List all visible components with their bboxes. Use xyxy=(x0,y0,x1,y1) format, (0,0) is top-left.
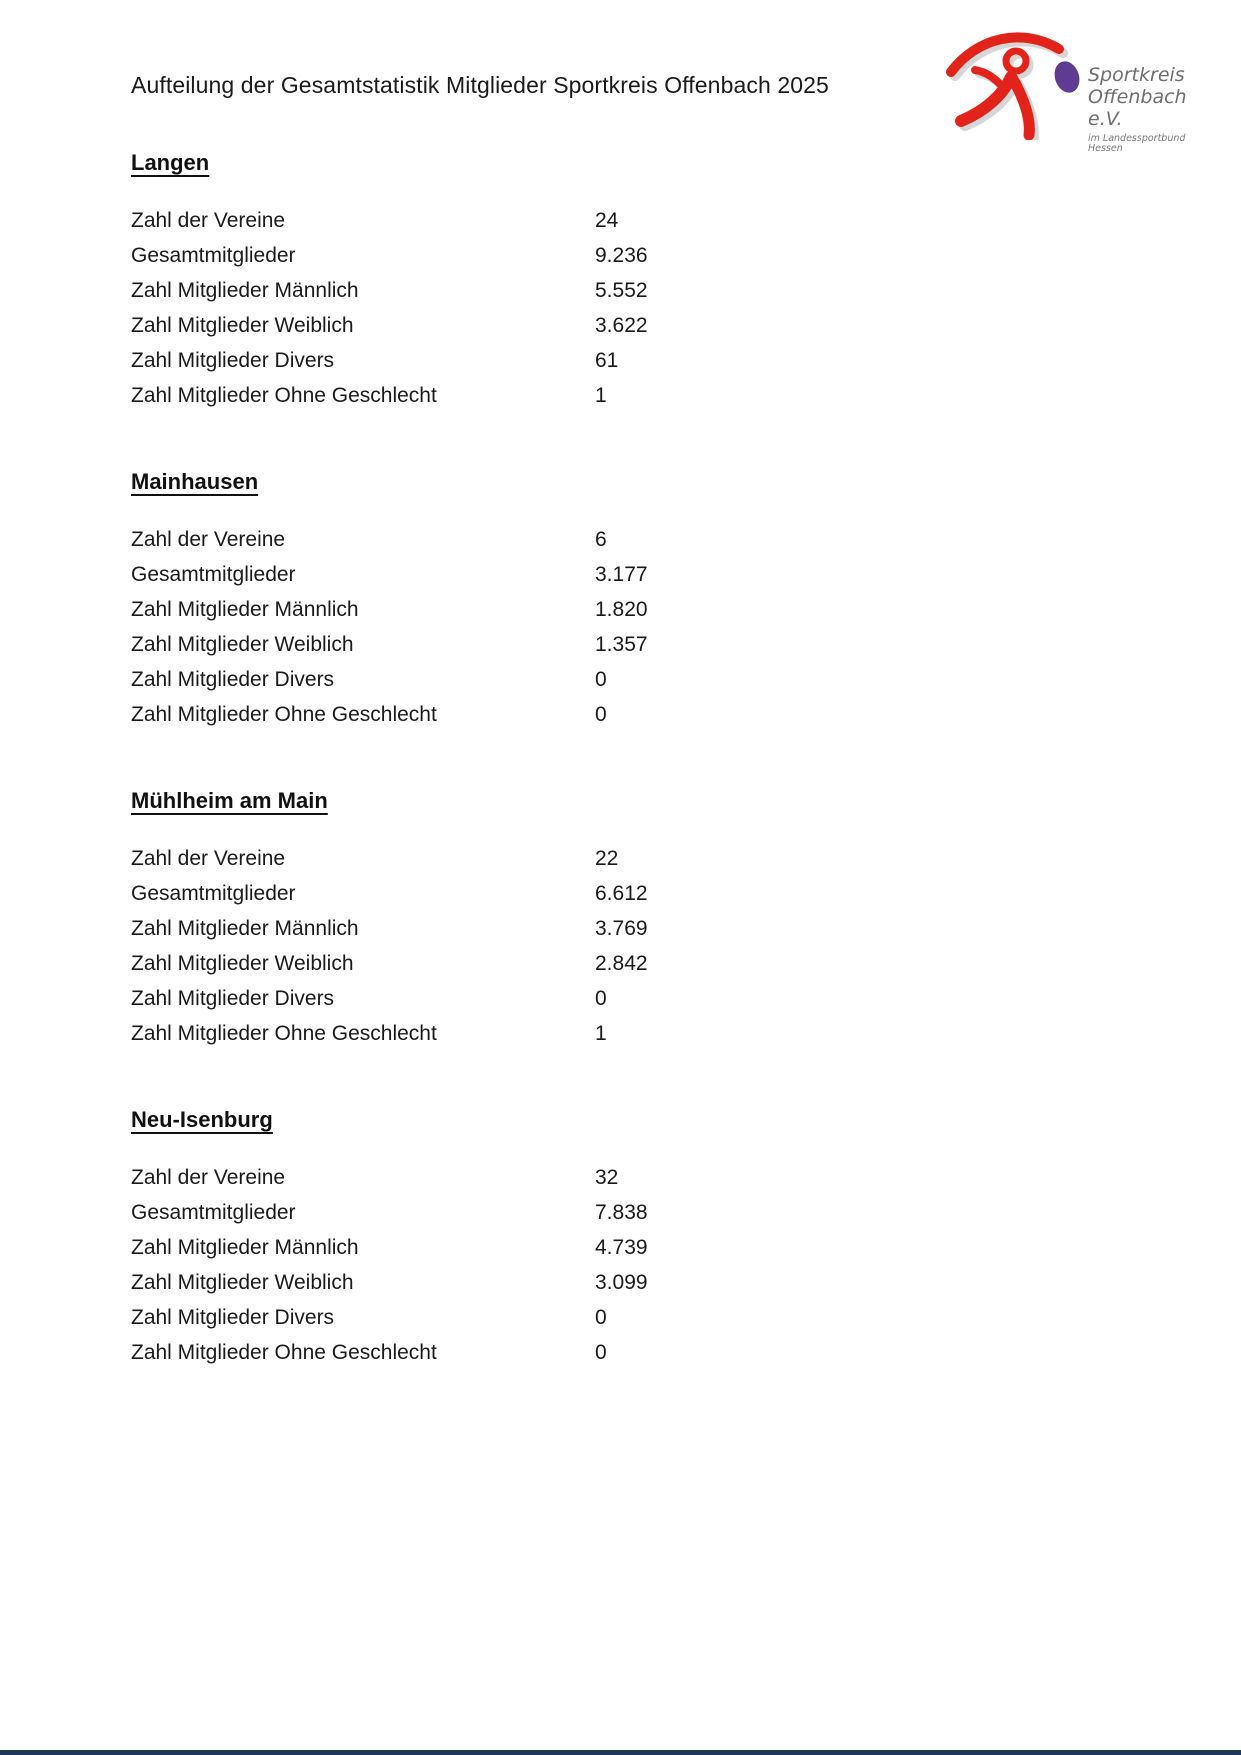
stat-value: 7.838 xyxy=(595,1200,648,1224)
stat-label: Zahl Mitglieder Weiblich xyxy=(131,313,354,337)
stat-label: Zahl der Vereine xyxy=(131,527,286,551)
logo-org-line3: im Landessportbund Hessen xyxy=(1088,132,1186,155)
stat-label: Zahl Mitglieder Ohne Geschlecht xyxy=(131,1021,437,1045)
stat-label: Zahl der Vereine xyxy=(131,208,286,232)
logo-org-line1: Sportkreis xyxy=(1088,64,1185,86)
stat-label: Zahl Mitglieder Ohne Geschlecht xyxy=(131,1340,437,1364)
table-row xyxy=(131,981,1111,1016)
statistics-section xyxy=(131,150,1111,413)
stat-label: Zahl Mitglieder Männlich xyxy=(131,916,359,940)
page-title: Aufteilung der Gesamtstatistik Mitglieder Sportkreis Offenbach 2025 xyxy=(131,72,829,98)
table-row xyxy=(131,1265,1111,1300)
section-heading: Langen xyxy=(131,150,210,175)
stat-label: Zahl Mitglieder Männlich xyxy=(131,1235,359,1259)
stat-label: Zahl der Vereine xyxy=(131,846,286,870)
section-rows xyxy=(131,203,1111,413)
stat-label: Gesamtmitglieder xyxy=(131,1200,296,1224)
stat-value: 0 xyxy=(595,1340,607,1364)
table-row xyxy=(131,1230,1111,1265)
table-row xyxy=(131,1195,1111,1230)
stat-value: 6.612 xyxy=(595,881,648,905)
athlete-figure-icon xyxy=(945,25,1083,140)
table-row xyxy=(131,557,1111,592)
stat-label: Zahl Mitglieder Männlich xyxy=(131,278,359,302)
stat-value: 9.236 xyxy=(595,243,648,267)
stat-label: Zahl Mitglieder Weiblich xyxy=(131,632,354,656)
stat-value: 1.820 xyxy=(595,597,648,621)
table-row xyxy=(131,627,1111,662)
section-heading: Neu-Isenburg xyxy=(131,1107,273,1132)
table-row xyxy=(131,946,1111,981)
table-row xyxy=(131,662,1111,697)
table-row xyxy=(131,697,1111,732)
stat-value: 0 xyxy=(595,702,607,726)
stat-value: 61 xyxy=(595,348,619,372)
table-row xyxy=(131,308,1111,343)
stat-label: Zahl Mitglieder Ohne Geschlecht xyxy=(131,702,437,726)
logo-text xyxy=(1088,65,1215,155)
stat-label: Zahl Mitglieder Divers xyxy=(131,348,335,372)
stat-label: Gesamtmitglieder xyxy=(131,243,296,267)
table-row xyxy=(131,522,1111,557)
ball-icon xyxy=(1051,58,1083,96)
stat-value: 0 xyxy=(595,1305,607,1329)
table-row xyxy=(131,911,1111,946)
section-rows xyxy=(131,522,1111,732)
statistics-section xyxy=(131,469,1111,732)
table-row xyxy=(131,1335,1111,1370)
section-heading: Mühlheim am Main xyxy=(131,788,328,813)
stat-value: 3.769 xyxy=(595,916,648,940)
section-heading: Mainhausen xyxy=(131,469,259,494)
stat-label: Gesamtmitglieder xyxy=(131,881,296,905)
stat-label: Zahl der Vereine xyxy=(131,1165,286,1189)
stat-value: 32 xyxy=(595,1165,619,1189)
table-row xyxy=(131,841,1111,876)
table-row xyxy=(131,203,1111,238)
table-row xyxy=(131,273,1111,308)
table-row xyxy=(131,1016,1111,1051)
table-row xyxy=(131,1300,1111,1335)
table-row xyxy=(131,378,1111,413)
logo-org-line2: Offenbach e.V. xyxy=(1088,85,1187,130)
stat-value: 24 xyxy=(595,208,619,232)
stat-label: Zahl Mitglieder Ohne Geschlecht xyxy=(131,383,437,407)
table-row xyxy=(131,343,1111,378)
stat-value: 4.739 xyxy=(595,1235,648,1259)
stat-value: 3.099 xyxy=(595,1270,648,1294)
stat-value: 1 xyxy=(595,383,607,407)
statistics-section xyxy=(131,788,1111,1051)
table-row xyxy=(131,876,1111,911)
table-row xyxy=(131,1160,1111,1195)
stat-value: 1.357 xyxy=(595,632,648,656)
stat-value: 0 xyxy=(595,667,607,691)
section-rows xyxy=(131,841,1111,1051)
stat-label: Zahl Mitglieder Divers xyxy=(131,667,335,691)
stat-label: Zahl Mitglieder Weiblich xyxy=(131,1270,354,1294)
section-rows xyxy=(131,1160,1111,1370)
stat-value: 2.842 xyxy=(595,951,648,975)
stat-label: Zahl Mitglieder Weiblich xyxy=(131,951,354,975)
stat-label: Gesamtmitglieder xyxy=(131,562,296,586)
stat-label: Zahl Mitglieder Divers xyxy=(131,986,335,1010)
sections xyxy=(131,150,1111,1426)
stat-value: 5.552 xyxy=(595,278,648,302)
stat-value: 22 xyxy=(595,846,619,870)
table-row xyxy=(131,238,1111,273)
stat-label: Zahl Mitglieder Divers xyxy=(131,1305,335,1329)
stat-value: 3.622 xyxy=(595,313,648,337)
stat-value: 1 xyxy=(595,1021,607,1045)
stat-value: 6 xyxy=(595,527,607,551)
sportkreis-offenbach-logo xyxy=(945,25,1215,155)
statistics-section xyxy=(131,1107,1111,1370)
table-row xyxy=(131,592,1111,627)
stat-value: 0 xyxy=(595,986,607,1010)
bottom-edge xyxy=(0,1750,1241,1755)
stat-label: Zahl Mitglieder Männlich xyxy=(131,597,359,621)
stat-value: 3.177 xyxy=(595,562,648,586)
